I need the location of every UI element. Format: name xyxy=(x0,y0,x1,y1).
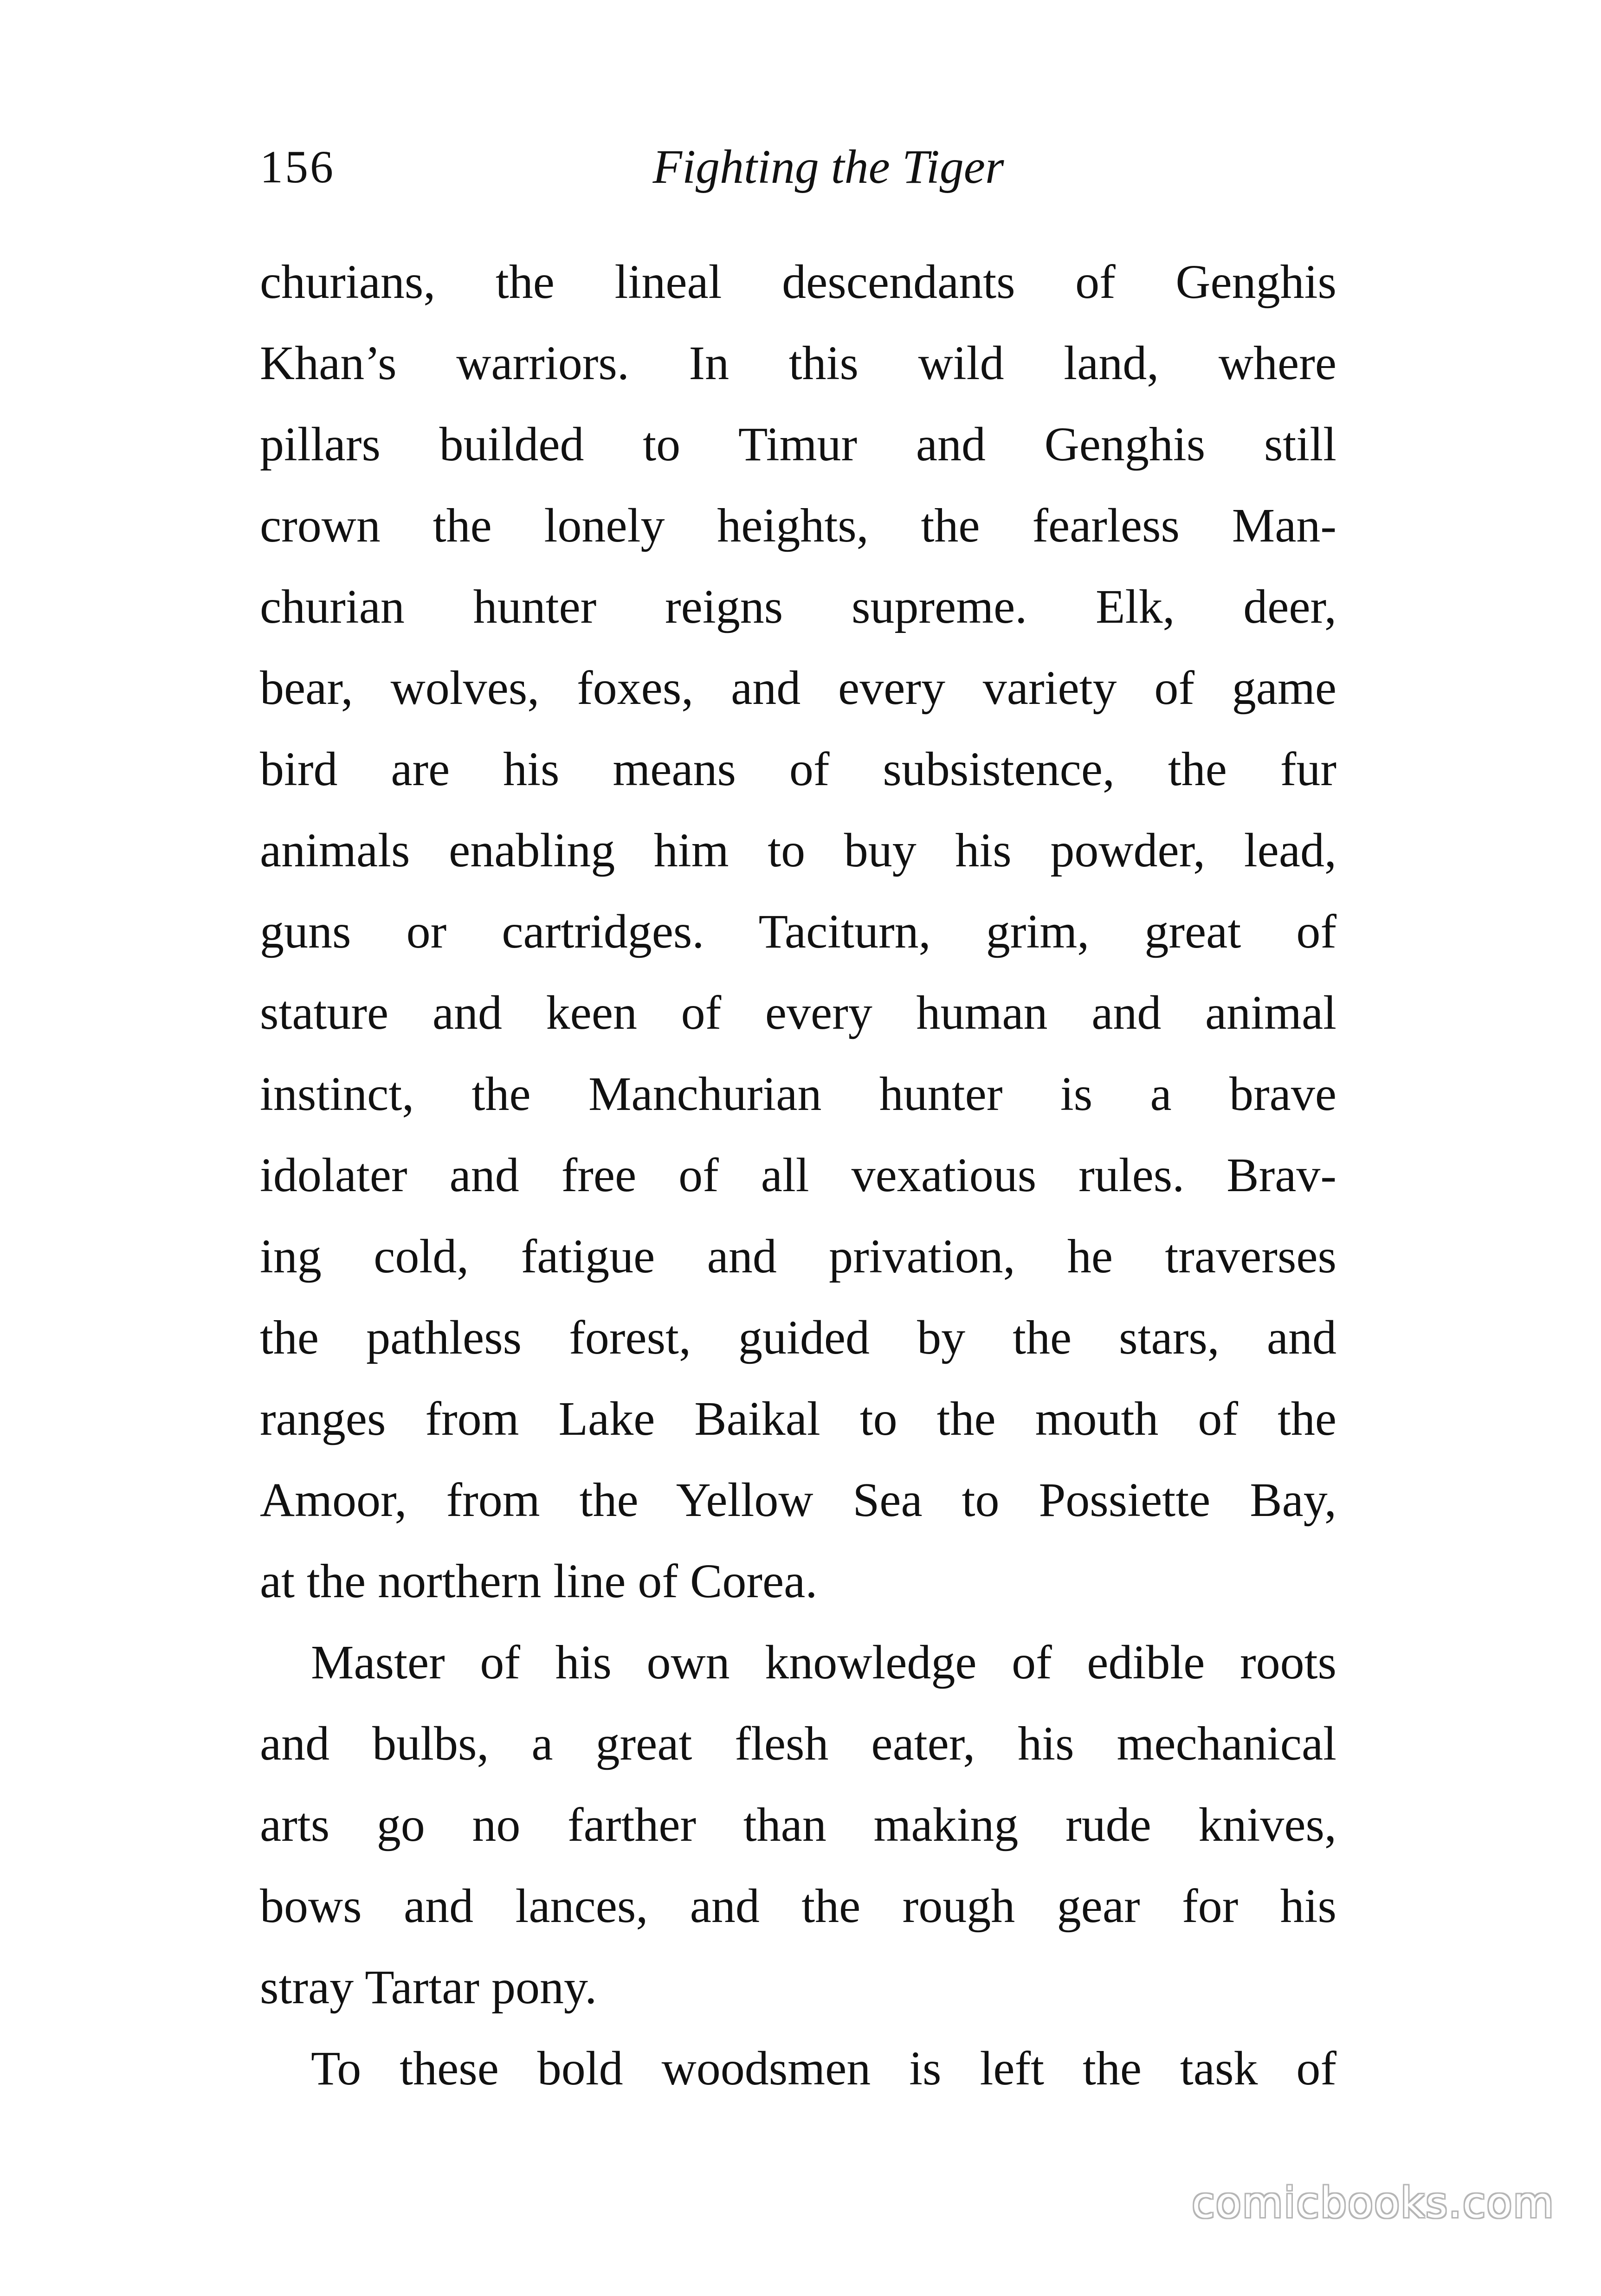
text-line: ranges from Lake Baikal to the mouth of the xyxy=(260,1392,1336,1445)
body-text xyxy=(260,241,1336,2109)
page-header xyxy=(260,139,1332,195)
text-line: churians, the lineal descendants of Genghis xyxy=(260,255,1336,309)
text-line: bear, wolves, foxes, and every variety of game xyxy=(260,661,1336,715)
text-line: animals enabling him to buy his powder, lead, xyxy=(260,824,1336,877)
text-line: Master of his own knowledge of edible roots xyxy=(311,1636,1336,1689)
text-line: arts go no farther than making rude knives, xyxy=(260,1798,1336,1851)
text-line: bows and lances, and the rough gear for his xyxy=(260,1879,1336,1933)
text-line: Amoor, from the Yellow Sea to Possiette Bay, xyxy=(260,1473,1336,1527)
text-line: pillars builded to Timur and Genghis still xyxy=(260,418,1336,471)
text-line: bird are his means of subsistence, the fur xyxy=(260,742,1336,796)
watermark: comicbooks.com xyxy=(1192,2179,1555,2227)
text-line: guns or cartridges. Taciturn, grim, great of xyxy=(260,905,1336,958)
running-title: Fighting the Tiger xyxy=(652,140,1004,193)
text-line: churian hunter reigns supreme. Elk, deer, xyxy=(260,580,1336,633)
text-line: stature and keen of every human and animal xyxy=(260,986,1336,1039)
text-line: Khan’s warriors. In this wild land, where xyxy=(260,336,1336,390)
text-line: To these bold woodsmen is left the task of xyxy=(311,2042,1336,2095)
text-line: instinct, the Manchurian hunter is a brave xyxy=(260,1067,1336,1121)
text-line: ing cold, fatigue and privation, he traverses xyxy=(260,1230,1336,1283)
text-line: idolater and free of all vexatious rules. Brav- xyxy=(260,1148,1336,1202)
text-line: and bulbs, a great flesh eater, his mechanical xyxy=(260,1717,1336,1770)
text-line: crown the lonely heights, the fearless Man- xyxy=(260,499,1336,552)
page-number: 156 xyxy=(260,141,335,193)
text-line: the pathless forest, guided by the stars, and xyxy=(260,1311,1336,1364)
text-line: stray Tartar pony. xyxy=(260,1961,597,2014)
text-line: at the northern line of Corea. xyxy=(260,1554,818,1608)
